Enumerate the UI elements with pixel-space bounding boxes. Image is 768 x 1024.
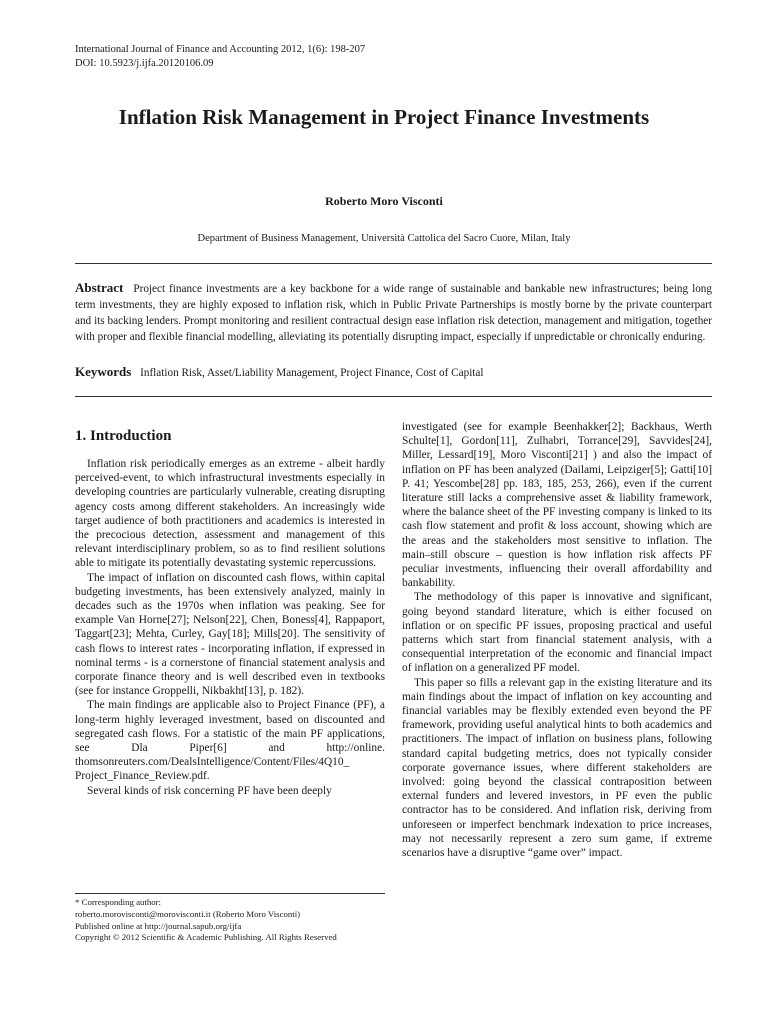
keywords-text: Inflation Risk, Asset/Liability Management, Project Finance, Cost of Capital bbox=[140, 367, 484, 379]
footnote bbox=[75, 897, 337, 944]
copyright: Copyright © 2012 Scientific & Academic Publishing. All Rights Reserved bbox=[75, 932, 337, 943]
paper-title: Inflation Risk Management in Project Finance Investments bbox=[118, 105, 650, 129]
divider-top bbox=[75, 263, 712, 264]
section-heading: 1. Introduction bbox=[75, 428, 172, 444]
right-column bbox=[402, 420, 712, 860]
journal-citation: International Journal of Finance and Accounting 2012, 1(6): 198-207 bbox=[75, 44, 366, 55]
published-online: Published online at http://journal.sapub.org/ijfa bbox=[75, 920, 242, 931]
keywords-label: Keywords bbox=[75, 364, 132, 379]
corresponding-author: * Corresponding author: bbox=[75, 897, 162, 907]
paragraph: Inflation risk periodically emerges as an extreme - albeit hardly perceived-event, to which infrastructural investments especially in developing countries are particularly vulnerable, creating disrupting agency costs among different stakeholders. An increasingly wide target audience of both practitioners and academics is interested in the precocious detection, assessment and management of this relevant interdisciplinary problem, so as to find resilient solutions able to mitigate its potentially devastating systemic repercussions. bbox=[75, 458, 385, 570]
paragraph: Several kinds of risk concerning PF have been deeply bbox=[87, 784, 332, 797]
keywords bbox=[75, 364, 712, 381]
paragraph: investigated (see for example Beenhakker[2]; Backhaus, Werth Schulte[1], Gordon[11], Zulhabri, Torrance[29], Savvides[24], Miller, Lessard[19], Moro Visconti[21] ) and also the impact of inflation on PF has been analyzed (Dailami, Leipziger[5]; Gatti[10] P. 41; Yescombe[28] pp. 183, 185, 253, 266), even if the current literature still lacks a comprehensive asset & liability framework, where the balance sheet of the PF investing company is linked to its cash flow statement and profit & loss account, showing which are the areas and the stakeholders most sensitive to inflation. The main–still obscure – question is how inflation risk affects PF peculiar investments, influencing their overall affordability and bankability. bbox=[402, 421, 712, 590]
abstract-label: Abstract bbox=[75, 280, 124, 295]
doi: DOI: 10.5923/j.ijfa.20120106.09 bbox=[75, 57, 214, 69]
affiliation: Department of Business Management, Università Cattolica del Sacro Cuore, Milan, Italy bbox=[197, 233, 571, 244]
paragraph: This paper so fills a relevant gap in the existing literature and its main findings about the impact of inflation on key accounting and financial variables may be flexibly extended even beyond the PF framework, providing useful analytical hints to both academics and practitioners. The impact of inflation on business plans, following standard capital budgeting metrics, does not typically consider corporate governance issues, where different stakeholders are involved: going beyond the classical contraposition between external funders and levered investors, in PF even the public contractor has to be considered. And inflation risk, deriving from unforeseen or imperfect benchmark indexation to price increases, may not necessarily represent a zero sum game, if extreme scenarios have a disruptive “game over” impact. bbox=[402, 676, 712, 860]
abstract-text: Project finance investments are a key backbone for a wide range of sustainable and bankable new infrastructures; being long term investments, they are highly exposed to inflation risk, which in Public Private Partnerships is mostly borne by the private counterpart and its backing lenders. Prompt monitoring and resilient contractual design ease inflation risk detection, management and mitigation, together with proper and flexible financial modelling, alleviating its potentially disrupting impact, especially if unpredictable or chronically enduring. bbox=[75, 283, 712, 344]
divider-bottom bbox=[75, 396, 712, 397]
author-email: roberto.morovisconti@morovisconti.it (Roberto Moro Visconti) bbox=[75, 908, 301, 919]
paragraph: The main findings are applicable also to Project Finance (PF), a long-term highly leveraged investment, based on discounted and segregated cash flows. For a statistic of the main PF applications, see Dla Piper[6] and http://online. thomsonreuters.com/DealsIntelligence/Content/Files/4Q10_ Project_Finance_Review.pdf. bbox=[75, 699, 385, 783]
paragraph: The impact of inflation on discounted cash flows, within capital budgeting investments, has been extensively analyzed, mainly in decades such as the 1970s when inflation was peaking. See for example Van Horne[27]; Nelson[22], Chen, Boness[4], Rappaport, Taggart[23]; Mehta, Curley, Gay[18]; Mills[20]. The sensitivity of cash flows to interest rates - incorporating inflation, if expressed in nominal terms - is a cornerstone of financial statement analysis and corporate finance theory and is well described even in textbooks (see for instance Groppelli, Nikbakht[13], p. 182). bbox=[75, 571, 385, 698]
author: Roberto Moro Visconti bbox=[325, 194, 443, 208]
abstract bbox=[75, 280, 712, 345]
journal-header bbox=[75, 43, 365, 70]
paragraph: The methodology of this paper is innovative and significant, going beyond standard literature, which is either focused on inflation or on specific PF issues, proposing practical and useful patterns which start from financial statement analysis, with a consequential interpretation of the economic and financial impact of inflation on a generalized PF model. bbox=[402, 591, 712, 675]
left-column bbox=[75, 457, 385, 798]
footnote-divider bbox=[75, 893, 385, 894]
